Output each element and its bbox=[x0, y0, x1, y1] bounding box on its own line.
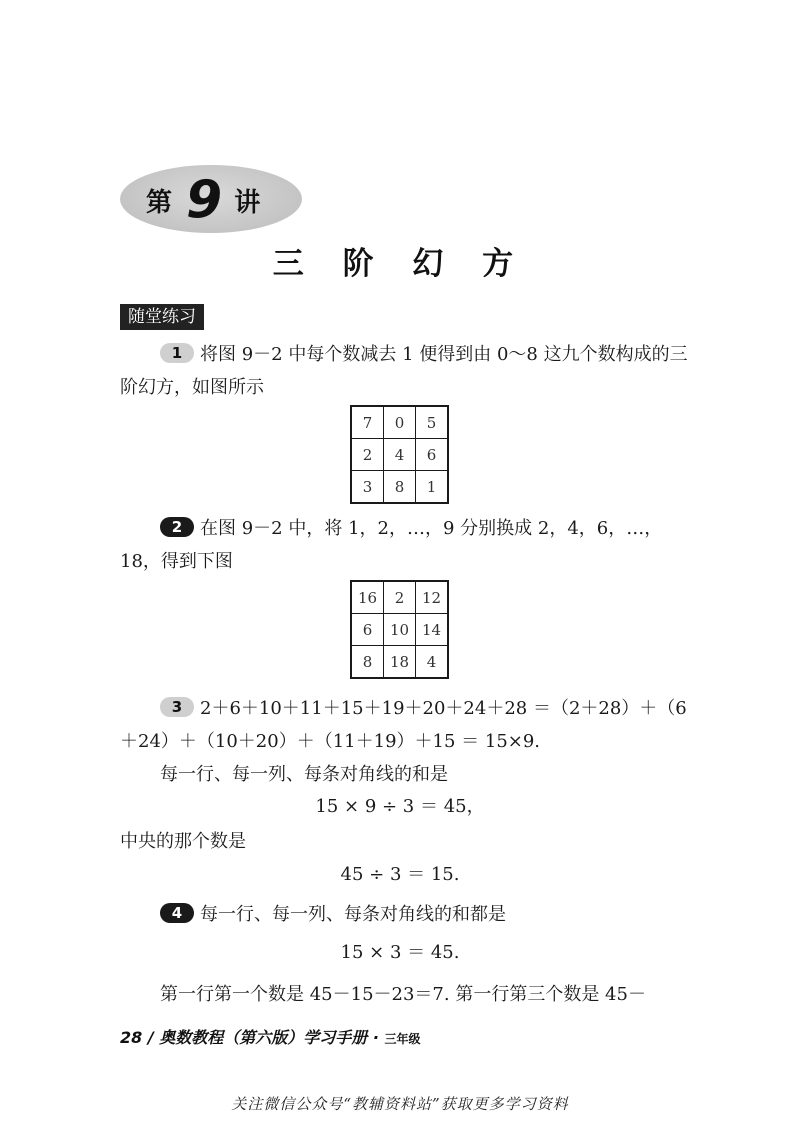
problem-2-text: 在图 9－2 中，将 1，2，…，9 分别换成 2，4，6，…，18，得到下图 bbox=[120, 518, 663, 572]
problem-3-badge: 3 bbox=[160, 697, 194, 717]
grid2-cell: 8 bbox=[351, 646, 384, 679]
problem-1 bbox=[120, 338, 690, 404]
problem-3-equation-2: 45 ÷ 3 ＝ 15. bbox=[340, 864, 460, 885]
problem-3 bbox=[120, 692, 690, 758]
grid1-cell: 0 bbox=[384, 406, 416, 439]
grid1-cell: 1 bbox=[416, 471, 449, 504]
grid2-cell: 16 bbox=[351, 581, 384, 614]
grid1-cell: 2 bbox=[351, 439, 384, 471]
magic-square-1 bbox=[350, 405, 449, 504]
page-number: 28 bbox=[120, 1028, 143, 1047]
lecture-suffix: 讲 bbox=[234, 187, 261, 218]
grid1-cell: 4 bbox=[384, 439, 416, 471]
grid1-cell: 7 bbox=[351, 406, 384, 439]
watermark: 关注微信公众号“教辅资料站”获取更多学习资料 bbox=[231, 1095, 569, 1113]
grid2-cell: 6 bbox=[351, 614, 384, 646]
chapter-title: 三 阶 幻 方 bbox=[272, 246, 528, 282]
lecture-prefix: 第 bbox=[146, 187, 173, 218]
lecture-label bbox=[146, 170, 261, 230]
problem-2-badge: 2 bbox=[160, 517, 194, 537]
magic-square-2 bbox=[350, 580, 449, 679]
problem-1-badge: 1 bbox=[160, 343, 194, 363]
problem-3-text: 2＋6＋10＋11＋15＋19＋20＋24＋28 ＝（2＋28）＋（6＋24）＋（10＋20）＋（11＋19）＋15 ＝ 15×9. bbox=[120, 698, 687, 752]
problem-4-badge: 4 bbox=[160, 903, 194, 923]
grid1-cell: 8 bbox=[384, 471, 416, 504]
grid2-cell: 12 bbox=[416, 581, 449, 614]
problem-4-text: 每一行、每一列、每条对角线的和都是 bbox=[200, 904, 506, 925]
grid1-cell: 6 bbox=[416, 439, 449, 471]
problem-3-equation-1: 15 × 9 ÷ 3 ＝ 45， bbox=[315, 796, 485, 817]
problem-4 bbox=[120, 898, 690, 931]
grid2-cell: 2 bbox=[384, 581, 416, 614]
problem-1-text: 将图 9－2 中每个数减去 1 便得到由 0～8 这九个数构成的三阶幻方，如图所示 bbox=[120, 344, 688, 398]
problem-3-line-1: 每一行、每一列、每条对角线的和是 bbox=[160, 764, 448, 785]
grid2-cell: 18 bbox=[384, 646, 416, 679]
problem-3-line-2: 中央的那个数是 bbox=[120, 831, 246, 852]
problem-2 bbox=[120, 512, 690, 578]
grid1-cell: 3 bbox=[351, 471, 384, 504]
problem-4-equation: 15 × 3 ＝ 45. bbox=[340, 942, 460, 963]
book-title: / 奥数教程（第六版）学习手册 · bbox=[147, 1028, 379, 1047]
lecture-number: 9 bbox=[186, 170, 223, 230]
grid1-cell: 5 bbox=[416, 406, 449, 439]
page-footer bbox=[120, 1025, 421, 1048]
grid2-cell: 10 bbox=[384, 614, 416, 646]
grid2-cell: 14 bbox=[416, 614, 449, 646]
problem-4-line: 第一行第一个数是 45－15－23＝7. 第一行第三个数是 45－ bbox=[160, 984, 646, 1005]
grade-label: 三年级 bbox=[384, 1032, 421, 1046]
section-label: 随堂练习 bbox=[120, 304, 204, 330]
grid2-cell: 4 bbox=[416, 646, 449, 679]
